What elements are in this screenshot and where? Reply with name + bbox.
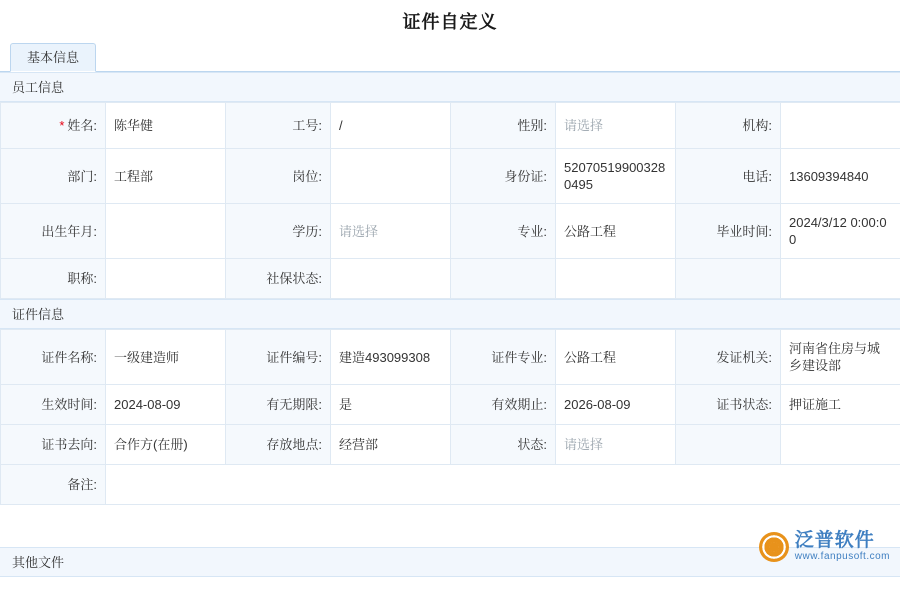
field-label-cert-major: 证件专业:	[451, 330, 556, 385]
field-label-phone: 电话:	[676, 149, 781, 204]
field-label-remark: 备注:	[1, 465, 106, 505]
field-label-social-security: 社保状态:	[226, 259, 331, 299]
section-header-other-files: 其他文件	[0, 547, 900, 577]
field-label-empty-3	[676, 425, 781, 465]
field-value-graduation-time[interactable]: 2024/3/12 0:00:00	[781, 204, 900, 259]
table-row	[1, 204, 900, 259]
table-row	[1, 465, 900, 505]
field-value-social-security[interactable]	[331, 259, 451, 299]
field-value-id-card[interactable]: 520705199003280495	[556, 149, 676, 204]
field-value-cert-no[interactable]: 建造493099308	[331, 330, 451, 385]
field-label-graduation-time: 毕业时间:	[676, 204, 781, 259]
field-value-empty-3	[781, 425, 900, 465]
field-value-empty-1	[556, 259, 676, 299]
field-value-organization[interactable]	[781, 103, 900, 149]
brand-name-cn: 泛普软件	[794, 530, 875, 551]
section-header-employee: 员工信息	[0, 72, 900, 102]
field-label-name: * 姓名:	[1, 103, 106, 149]
field-label-storage-location: 存放地点:	[226, 425, 331, 465]
table-row	[1, 330, 900, 385]
field-value-status[interactable]: 请选择	[556, 425, 676, 465]
page-title-bar	[0, 0, 900, 42]
section-header-certificate: 证件信息	[0, 299, 900, 329]
field-label-empty-2	[676, 259, 781, 299]
field-value-phone[interactable]: 13609394840	[781, 149, 900, 204]
field-value-cert-destination[interactable]: 合作方(在册)	[106, 425, 226, 465]
field-value-expiry-date[interactable]: 2026-08-09	[556, 385, 676, 425]
table-row	[1, 103, 900, 149]
brand-mark-icon	[759, 532, 789, 562]
field-label-cert-status: 证书状态:	[676, 385, 781, 425]
field-value-effective-date[interactable]: 2024-08-09	[106, 385, 226, 425]
field-label-cert-name: 证件名称:	[1, 330, 106, 385]
brand-logo	[759, 531, 890, 562]
employee-info-table	[0, 102, 900, 299]
page-title: 证件自定义	[402, 12, 498, 32]
field-label-department: 部门:	[1, 149, 106, 204]
field-label-position: 岗位:	[226, 149, 331, 204]
tab-bar	[0, 42, 900, 72]
table-row	[1, 149, 900, 204]
field-value-remark[interactable]	[106, 465, 900, 505]
field-label-cert-destination: 证书去向:	[1, 425, 106, 465]
field-value-issuing-authority[interactable]: 河南省住房与城乡建设部	[781, 330, 900, 385]
brand-name-en: www.fanpusoft.com	[794, 551, 890, 562]
field-value-storage-location[interactable]: 经营部	[331, 425, 451, 465]
field-label-expiry-date: 有效期止:	[451, 385, 556, 425]
field-value-position[interactable]	[331, 149, 451, 204]
table-row	[1, 385, 900, 425]
field-value-cert-name[interactable]: 一级建造师	[106, 330, 226, 385]
field-value-cert-major[interactable]: 公路工程	[556, 330, 676, 385]
field-value-major[interactable]: 公路工程	[556, 204, 676, 259]
field-label-status: 状态:	[451, 425, 556, 465]
tab-basic-info[interactable]: 基本信息	[10, 43, 96, 72]
field-label-organization: 机构:	[676, 103, 781, 149]
field-label-major: 专业:	[451, 204, 556, 259]
field-value-gender[interactable]: 请选择	[556, 103, 676, 149]
field-value-title[interactable]	[106, 259, 226, 299]
field-label-birth-date: 出生年月:	[1, 204, 106, 259]
field-label-employee-no: 工号:	[226, 103, 331, 149]
field-label-effective-date: 生效时间:	[1, 385, 106, 425]
field-label-has-term: 有无期限:	[226, 385, 331, 425]
table-row	[1, 259, 900, 299]
field-label-issuing-authority: 发证机关:	[676, 330, 781, 385]
field-value-name[interactable]: 陈华健	[106, 103, 226, 149]
field-label-education: 学历:	[226, 204, 331, 259]
field-value-department[interactable]: 工程部	[106, 149, 226, 204]
brand-text	[795, 531, 890, 562]
field-label-empty-1	[451, 259, 556, 299]
field-label-gender: 性别:	[451, 103, 556, 149]
required-marker: *	[59, 118, 65, 133]
certificate-info-table	[0, 329, 900, 505]
field-label-title: 职称:	[1, 259, 106, 299]
field-value-education[interactable]: 请选择	[331, 204, 451, 259]
field-value-employee-no[interactable]: /	[331, 103, 451, 149]
field-label-cert-no: 证件编号:	[226, 330, 331, 385]
field-label-id-card: 身份证:	[451, 149, 556, 204]
field-value-empty-2	[781, 259, 900, 299]
field-value-has-term[interactable]: 是	[331, 385, 451, 425]
table-row	[1, 425, 900, 465]
field-value-birth-date[interactable]	[106, 204, 226, 259]
field-value-cert-status[interactable]: 押证施工	[781, 385, 900, 425]
